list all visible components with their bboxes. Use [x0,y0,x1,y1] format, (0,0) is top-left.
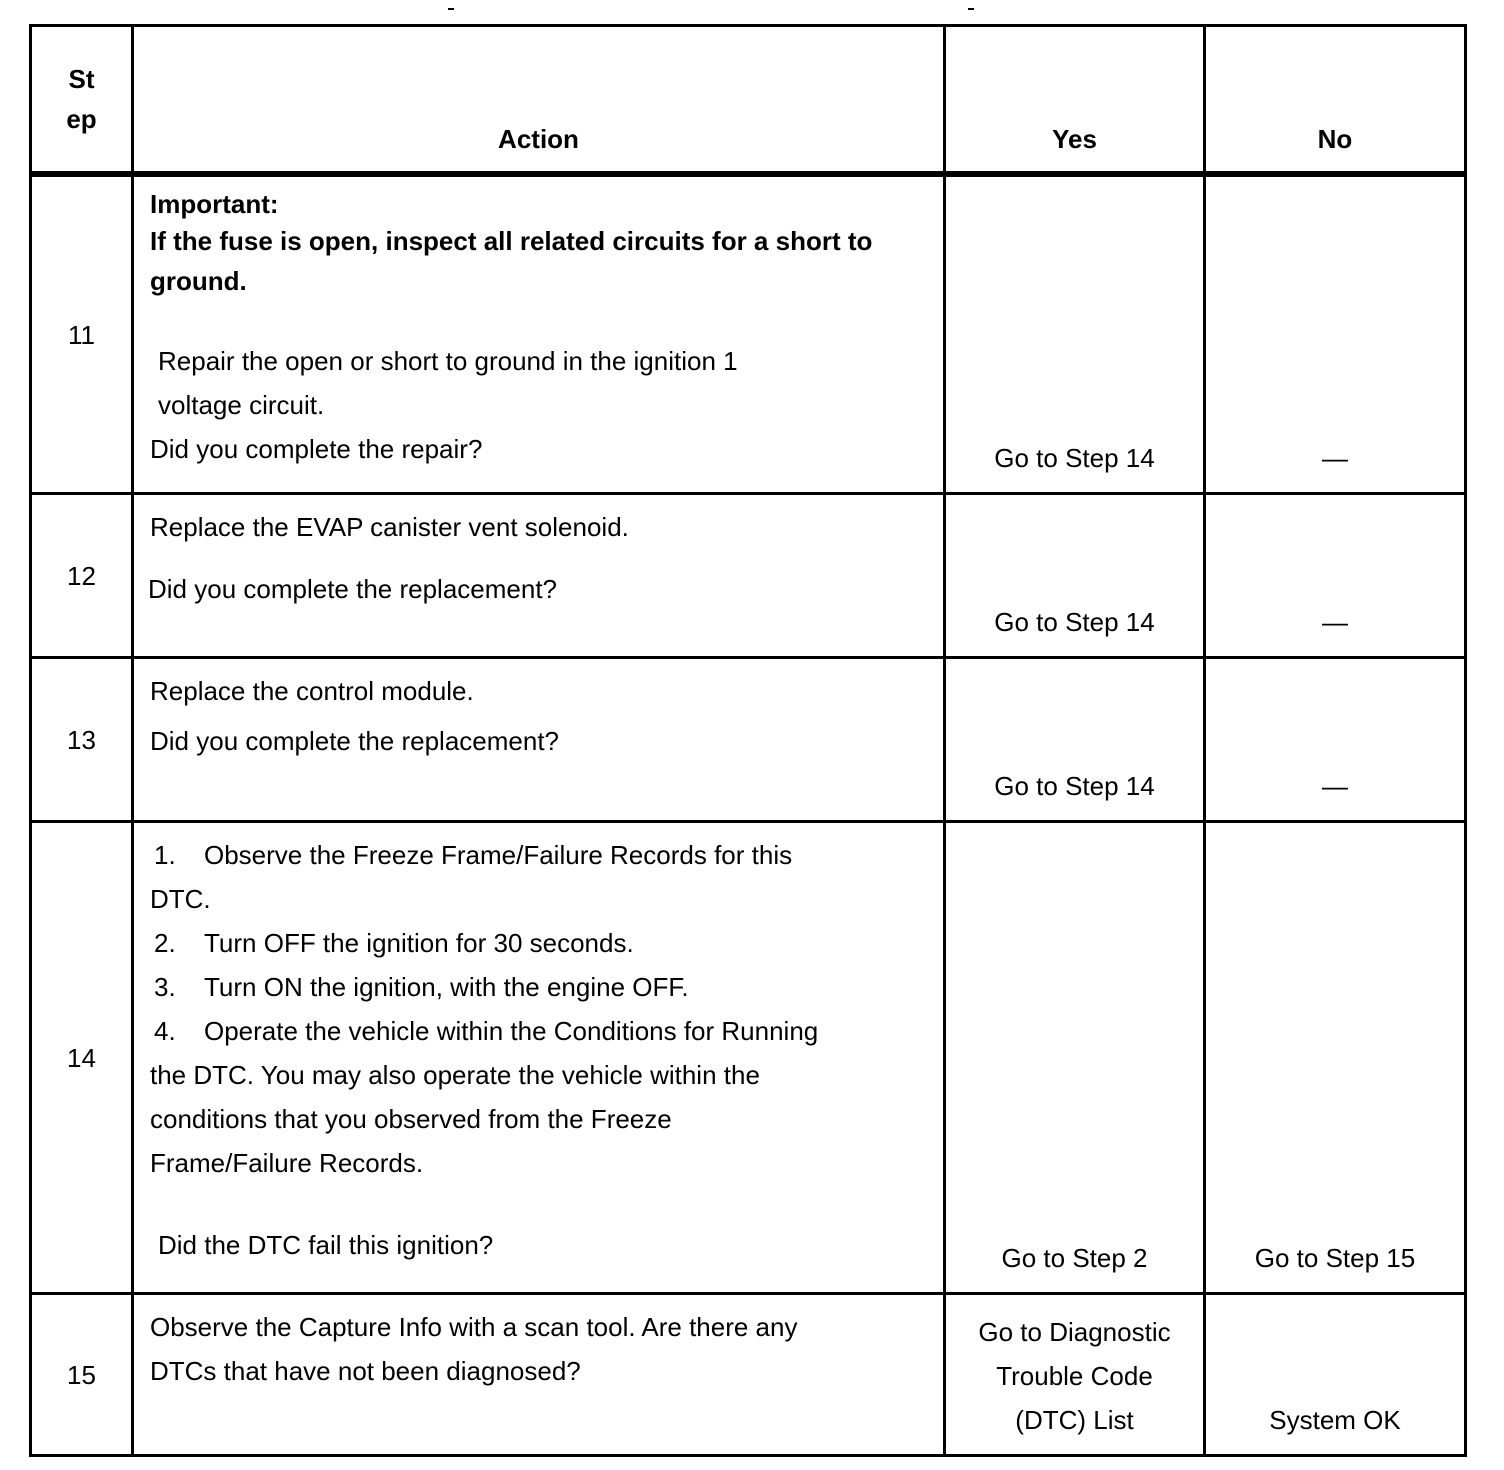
no-cell: — [1205,494,1466,658]
yes-cell: Go to Step 2 [945,822,1205,1294]
yes-cell: Go to Diagnostic Trouble Code (DTC) List [945,1294,1205,1456]
action-cell [133,494,945,658]
action-text: Replace the control module. [150,676,474,706]
yes-cell: Go to Step 14 [945,658,1205,822]
no-cell: — [1205,174,1466,494]
header-step: St ep [31,26,133,174]
list-item: 2. Turn OFF the ignition for 30 seconds. [154,928,634,958]
yes-cell: Go to Step 14 [945,494,1205,658]
table-row [31,494,1466,658]
action-question: Did the DTC fail this ignition? [158,1230,494,1260]
list-item: 4. Operate the vehicle within the Conditions for Running the DTC. You may also operate the vehicle within the conditions that you observed from the Freeze Frame/Failure Records. [150,1016,819,1178]
no-cell: Go to Step 15 [1205,822,1466,1294]
important-label: Important: [150,188,279,219]
table-row [31,1294,1466,1456]
yes-cell: Go to Step 14 [945,174,1205,494]
table-row [31,658,1466,822]
action-cell [133,1294,945,1456]
step-number: 11 [31,174,133,494]
header-no: No [1205,26,1466,174]
action-text: Observe the Capture Info with a scan tool. Are there any DTCs that have not been diagnosed? [150,1312,798,1386]
no-cell: System OK [1205,1294,1466,1456]
action-text: Replace the EVAP canister vent solenoid. [150,512,629,542]
action-question: Did you complete the repair? [150,433,483,464]
step-number: 12 [31,494,133,658]
header-yes: Yes [945,26,1205,174]
action-question: Did you complete the replacement? [148,574,558,604]
header-action: Action [133,26,945,174]
step-number: 15 [31,1294,133,1456]
no-cell: — [1205,658,1466,822]
action-cell [133,822,945,1294]
action-question: Did you complete the replacement? [150,726,560,756]
action-cell [133,174,945,494]
step-number: 13 [31,658,133,822]
important-text: If the fuse is open, inspect all related circuits for a short to ground. [150,225,873,296]
action-text: Repair the open or short to ground in the ignition 1 voltage circuit. [158,345,738,420]
list-item: 3. Turn ON the ignition, with the engine OFF. [154,972,689,1002]
table-row [31,822,1466,1294]
action-cell [133,658,945,822]
step-number: 14 [31,822,133,1294]
header-row [31,26,1466,174]
top-mark-right [968,8,974,10]
table-row [31,174,1466,494]
top-mark-left [448,8,454,10]
procedure-list [150,833,833,1185]
diagnostic-table [29,24,1467,1457]
list-item: 1. Observe the Freeze Frame/Failure Records for this DTC. [150,840,793,914]
